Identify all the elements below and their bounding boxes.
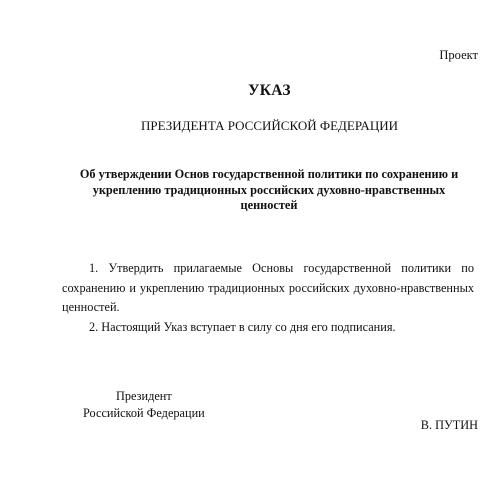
paragraph-1: 1. Утвердить прилагаемые Основы государственной политики по сохранению и укреплению традиционных российских духовно-нравственных ценностей.	[62, 261, 474, 314]
paragraph-2: 2. Настоящий Указ вступает в силу со дня его подписания.	[89, 319, 396, 334]
document-body	[62, 259, 474, 337]
issuer-heading: ПРЕЗИДЕНТА РОССИЙСКОЙ ФЕДЕРАЦИИ	[141, 118, 398, 133]
signatory-name: В. ПУТИН	[420, 418, 478, 432]
draft-mark: Проект	[439, 48, 478, 62]
signatory-position-line-2: Российской Федерации	[83, 405, 205, 420]
document-title: Об утверждении Основ государственной политики по сохранению и укреплению традиционных российских духовно-нравственных ценностей	[79, 167, 459, 212]
signatory-position	[83, 388, 205, 421]
signatory-position-line-1: Президент	[116, 389, 172, 403]
document-type-heading: УКАЗ	[248, 82, 291, 99]
